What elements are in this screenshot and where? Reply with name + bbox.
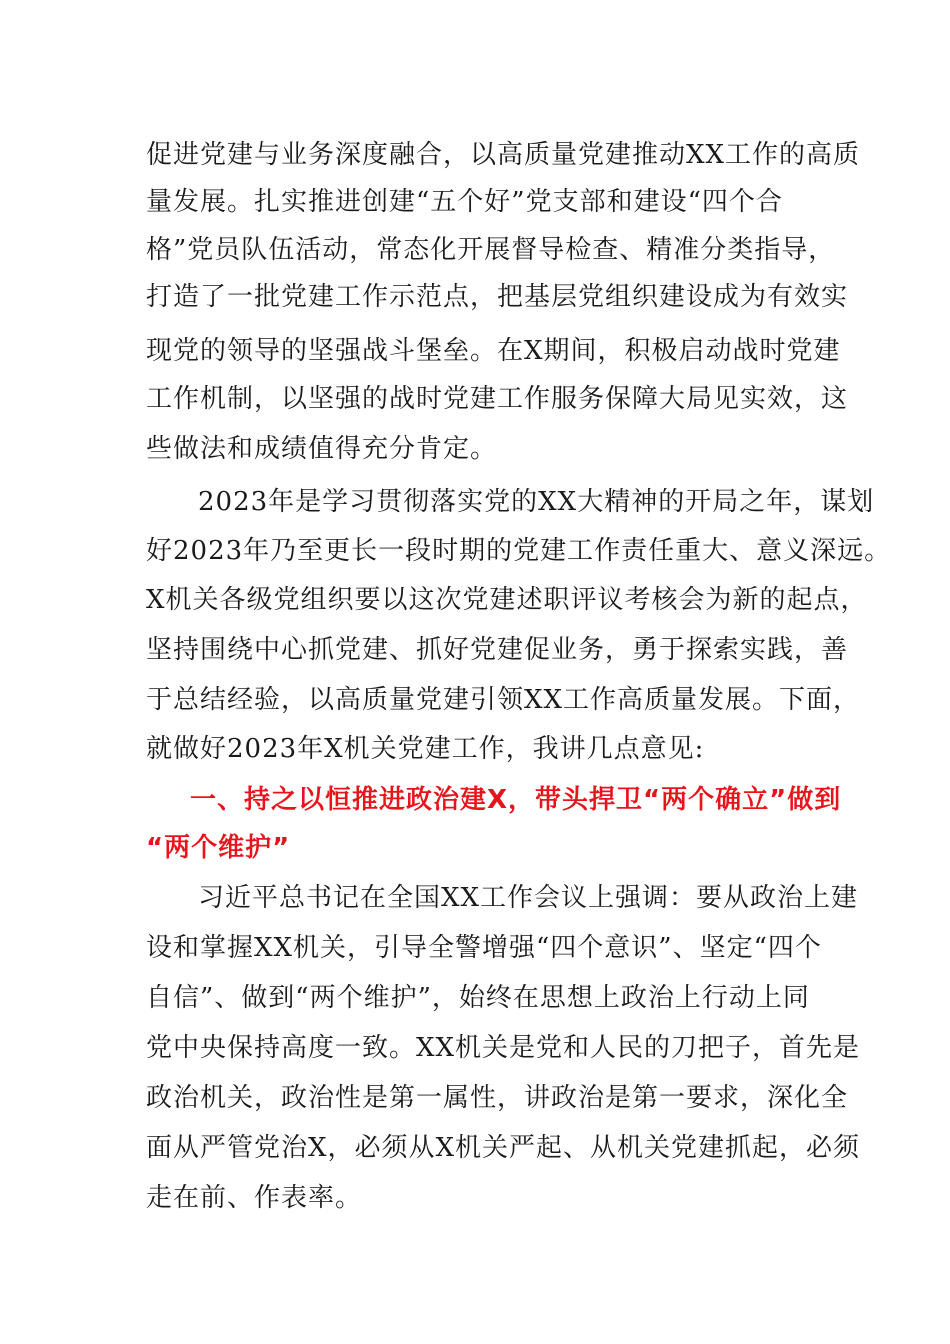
paragraph-1-line: 格”党员队伍活动，常态化开展督导检查、精准分类指导， <box>146 235 836 265</box>
paragraph-1-line: 打造了一批党建工作示范点，把基层党组织建设成为有效实 <box>146 282 849 312</box>
paragraph-1-line: 现党的领导的坚强战斗堡垒。在X期间，积极启动战时党建 <box>146 336 841 366</box>
paragraph-1-line: 些做法和成绩值得充分肯定。 <box>146 434 498 464</box>
paragraph-3-line: 习近平总书记在全国XX工作会议上强调：要从政治上建 <box>198 883 859 913</box>
paragraph-1-line: 量发展。扎实推进创建“五个好”党支部和建设“四个合 <box>146 187 783 217</box>
paragraph-2-line: 2023年是学习贯彻落实党的XX大精神的开局之年，谋划 <box>198 487 875 517</box>
paragraph-2-line: X机关各级党组织要以这次党建述职评议考核会为新的起点， <box>146 585 868 615</box>
paragraph-1-line: 促进党建与业务深度融合，以高质量党建推动XX工作的高质 <box>146 140 861 170</box>
paragraph-3-line: 走在前、作表率。 <box>146 1183 363 1213</box>
paragraph-2-line: 于总结经验，以高质量党建引领XX工作高质量发展。下面， <box>146 685 861 715</box>
section-heading-line: “两个维护” <box>146 833 291 863</box>
paragraph-2-line: 就做好2023年X机关党建工作，我讲几点意见: <box>146 734 705 764</box>
paragraph-3-line: 党中央保持高度一致。XX机关是党和人民的刀把子，首先是 <box>146 1033 861 1063</box>
paragraph-2-line: 坚持围绕中心抓党建、抓好党建促业务，勇于探索实践，善 <box>146 635 849 665</box>
paragraph-2-line: 好2023年乃至更长一段时期的党建工作责任重大、意义深远。 <box>146 536 892 566</box>
paragraph-3-line: 政治机关，政治性是第一属性，讲政治是第一要求，深化全 <box>146 1083 849 1113</box>
paragraph-1-line: 工作机制，以坚强的战时党建工作服务保障大局见实效，这 <box>146 384 849 414</box>
paragraph-3-line: 面从严管党治X，必须从X机关严起、从机关党建抓起，必须 <box>146 1133 861 1163</box>
section-heading-line: 一、持之以恒推进政治建X，带头捍卫“两个确立”做到 <box>190 785 842 815</box>
paragraph-3-line: 设和掌握XX机关，引导全警增强“四个意识”、坚定“四个 <box>146 933 822 963</box>
paragraph-3-line: 自信”、做到“两个维护”，始终在思想上政治上行动上同 <box>146 983 810 1013</box>
